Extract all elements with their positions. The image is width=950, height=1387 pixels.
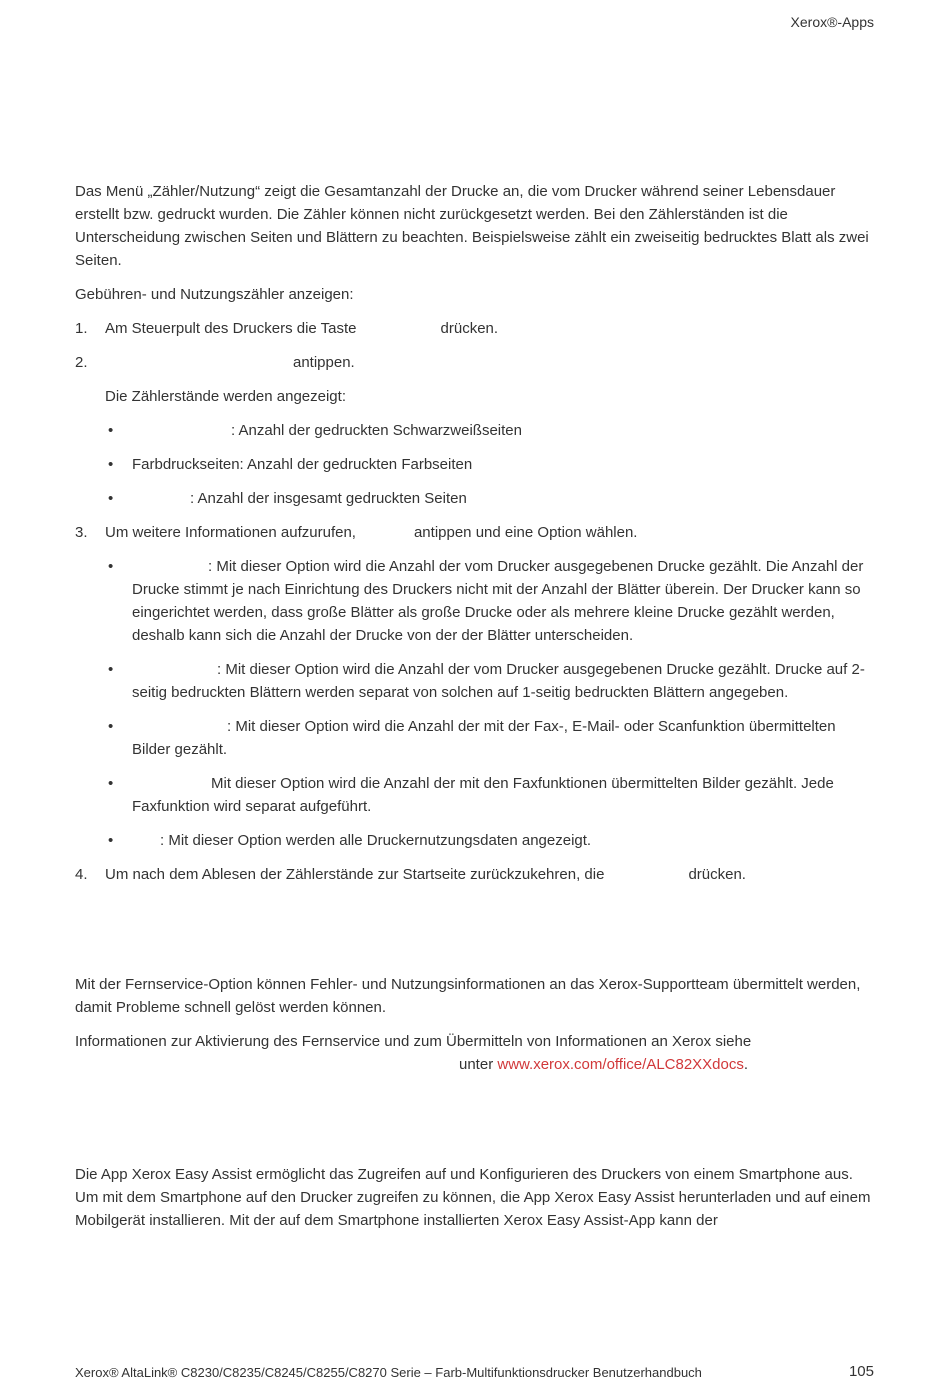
step-3 (75, 521, 875, 544)
bullet-icon: • (108, 558, 114, 575)
list-item (75, 453, 875, 476)
step-text-end: drücken. (688, 866, 746, 883)
docs-link[interactable]: www.xerox.com/office/ALC82XXdocs (497, 1056, 744, 1073)
reference-end: . (743, 1056, 749, 1073)
list-item (75, 829, 875, 852)
list-item-text: : Mit dieser Option wird die Anzahl der vom Drucker ausgegebenen Drucke gezählt. Drucke auf 2-seitig bedruckten Blättern werden separat von solchen auf 1-seitig bedruckten Blättern angegeben. (132, 661, 865, 701)
bullet-icon: • (108, 718, 114, 735)
list-item-text: : Mit dieser Option wird die Anzahl der vom Drucker ausgegebenen Drucke gezählt. Die Anzahl der Drucke stimmt je nach Einrichtung des Druckers nicht mit der Anzahl der Blätter überein. Der Drucker kann so eingerichtet werden, dass große Blätter als große Drucke oder als mehrere kleine Drucke gezählt werden, deshalb kann sich die Anzahl der Drucke von der der Blätter unterscheiden. (132, 558, 864, 644)
step-2-note: Die Zählerstände werden angezeigt: (105, 388, 346, 405)
step-number: 3. (75, 524, 88, 541)
list-item-text: : Anzahl der gedruckten Schwarzweißseiten (231, 422, 522, 439)
step-1 (75, 317, 875, 340)
bullet-icon: • (108, 422, 114, 439)
footer-title: Xerox® AltaLink® C8230/C8235/C8245/C8255/C8270 Serie – Farb-Multifunktionsdrucker Benutzerhandbuch (75, 1365, 702, 1380)
step-4 (75, 863, 875, 886)
page-content (75, 180, 875, 1243)
bullet-icon: • (108, 775, 114, 792)
counters-lead: Gebühren- und Nutzungszähler anzeigen: (75, 286, 354, 303)
step-text-end: antippen. (293, 354, 355, 371)
remote-service-reference (75, 1030, 875, 1076)
list-item (75, 715, 875, 761)
bullet-icon: • (108, 456, 114, 473)
list-item-text: : Mit dieser Option werden alle Druckernutzungsdaten angezeigt. (160, 832, 592, 849)
reference-text: Informationen zur Aktivierung des Fernservice und zum Übermitteln von Informationen an Xerox siehe (75, 1033, 752, 1050)
step-number: 2. (75, 354, 88, 371)
list-item-text: Mit dieser Option wird die Anzahl der mit den Faxfunktionen übermittelten Bilder gezählt. Jede Faxfunktion wird separat aufgeführt. (132, 775, 834, 815)
remote-service-paragraph: Mit der Fernservice-Option können Fehler- und Nutzungsinformationen an das Xerox-Supportteam übermittelt werden, damit Probleme schnell gelöst werden können. (75, 976, 861, 1016)
bullet-icon: • (108, 661, 114, 678)
list-item-text: : Anzahl der insgesamt gedruckten Seiten (190, 490, 467, 507)
step-text-end: drücken. (440, 320, 499, 337)
bullet-icon: • (108, 490, 114, 507)
bullet-icon: • (108, 832, 114, 849)
list-item-text: : Mit dieser Option wird die Anzahl der mit der Fax-, E-Mail- oder Scanfunktion übermittelten Bilder gezählt. (132, 718, 836, 758)
step-number: 4. (75, 866, 88, 883)
step-text-end: antippen und eine Option wählen. (413, 524, 638, 541)
counters-intro: Das Menü „Zähler/Nutzung“ zeigt die Gesamtanzahl der Drucke an, die vom Drucker während seiner Lebensdauer erstellt bzw. gedruckt wurden. Die Zähler können nicht zurückgesetzt werden. Bei den Zählerständen ist die Unterscheidung zwischen Seiten und Blättern zu beachten. Beispielsweise zählt ein zweiseitig bedrucktes Blatt als zwei Seiten. (75, 183, 869, 269)
running-header: Xerox®-Apps (790, 14, 874, 30)
page-number: 105 (848, 1363, 874, 1380)
list-item (75, 772, 875, 818)
list-item (75, 487, 875, 510)
step-2 (75, 351, 875, 374)
page-footer (75, 1365, 874, 1380)
easy-assist-paragraph: Die App Xerox Easy Assist ermöglicht das Zugreifen auf und Konfigurieren des Druckers von einem Smartphone aus. Um mit dem Smartphone auf den Drucker zugreifen zu können, die App Xerox Easy Assist herunterladen und auf einem Mobilgerät installieren. Mit der auf dem Smartphone installierten Xerox Easy Assist-App kann der (75, 1166, 871, 1229)
step-text: Um nach dem Ablesen der Zählerstände zur Startseite zurückzukehren, die (105, 866, 605, 883)
list-item (75, 555, 875, 647)
step-text: Um weitere Informationen aufzurufen, (105, 524, 356, 541)
step-number: 1. (75, 320, 88, 337)
step-text: Am Steuerpult des Druckers die Taste (105, 320, 357, 337)
list-item (75, 419, 875, 442)
reference-unter: unter (459, 1056, 494, 1073)
list-item-text: Farbdruckseiten: Anzahl der gedruckten Farbseiten (132, 456, 473, 473)
list-item (75, 658, 875, 704)
